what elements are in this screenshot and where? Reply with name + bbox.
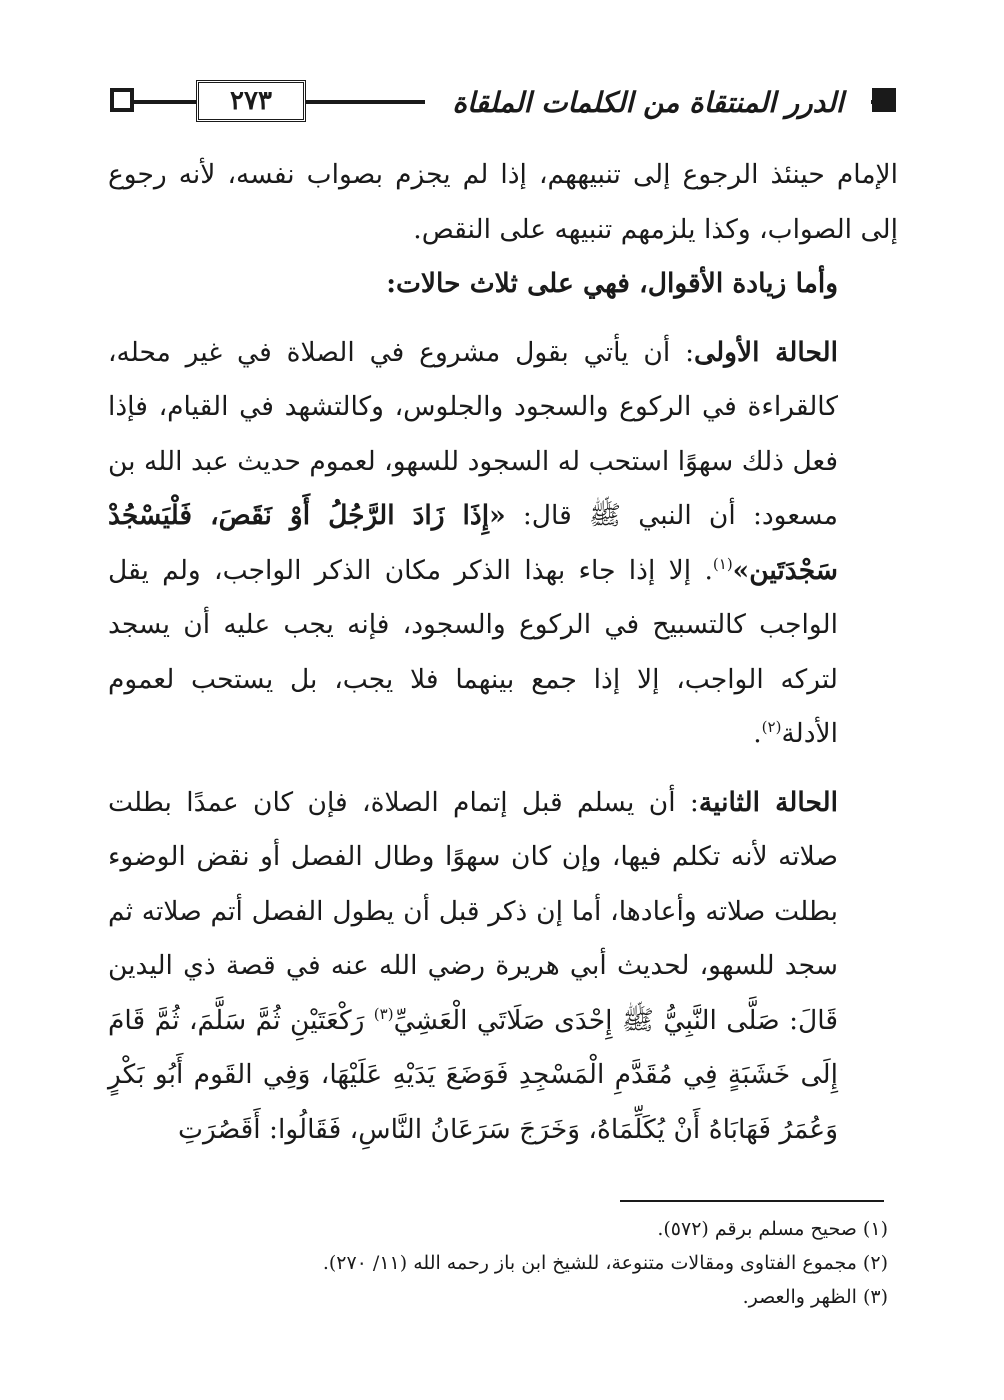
- footnote-marker-2[interactable]: (٢): [761, 718, 782, 737]
- header-ornament-square-outline: [110, 88, 134, 112]
- case-two-label: الحالة الثانية: [698, 786, 838, 818]
- header-rule-left: [134, 100, 196, 104]
- page-header: [110, 78, 896, 128]
- case-one-text-b: . إلا إذا جاء بهذا الذكر مكان الذكر الواجب، ولم يقل الواجب كالتسبيح في الركوع والسجود، فإنه يجب عليه أن يسجد لتركه الواجب، إلا إذا جمع بينهما فلا يجب، بل يستحب لعموم الأدلة: [108, 554, 838, 749]
- header-rule-middle: [306, 100, 425, 104]
- paragraph-case-one: [108, 326, 898, 762]
- hadith-quote-two-b: رَكْعَتَيْنِ ثُمَّ سَلَّمَ، ثُمَّ قَامَ إِلَى خَشَبَةٍ فِي مُقَدَّمِ الْمَسْجِدِ فَوَضَعَ يَدَيْهِ عَلَيْهَا، وَفِي القَوم أَبُو بَكْرٍ وَعُمَرُ فَهَابَاهُ أَنْ يُكَلِّمَاهُ، وَخَرَجَ سَرَعَانُ النَّاسِ، فَقَالُوا: أَقَصُرَتِ: [108, 1004, 838, 1145]
- hadith-quote-two-a: قَالَ: صَلَّى النَّبِيُّ ﷺ إِحْدَى صَلَاتَي الْعَشِيِّ: [393, 1004, 838, 1036]
- header-ornament-square-filled: [872, 88, 896, 112]
- case-two-text-a: : أن يسلم قبل إتمام الصلاة، فإن كان عمدًا بطلت صلاته لأنه تكلم فيها، وإن كان سهوًا وطال الفصل أو نقض الوضوء بطلت صلاته وأعادها، أما إن ذكر قبل أن يطول الفصل أتم صلاته ثم سجد للسهو، لحديث أبي هريرة رضي الله عنه في قصة ذي اليدين: [108, 786, 838, 981]
- paragraph-intro: الإمام حينئذ الرجوع إلى تنبيههم، إذا لم يجزم بصواب نفسه، لأنه رجوع إلى الصواب، وكذا يلزمهم تنبيهه على النقص.: [108, 159, 898, 245]
- section-heading: وأما زيادة الأقوال، فهي على ثلاث حالات:: [386, 268, 838, 299]
- case-one-text-a: : أن يأتي بقول مشروع في الصلاة في غير محله، كالقراءة في الركوع والسجود والجلوس، وكالتشهد في القيام، فإذا فعل ذلك سهوًا استحب له السجود للسهو، لعموم حديث عبد الله بن مسعود: أن النبي ﷺ قال:: [108, 336, 838, 531]
- footnote-separator: [620, 1200, 884, 1202]
- footnote-3: (٣) الظهر والعصر.: [742, 1286, 888, 1308]
- footnote-marker-3[interactable]: (٣): [373, 1004, 394, 1023]
- footnote-2: (٢) مجموع الفتاوى ومقالات متنوعة، للشيخ ابن باز رحمه الله (١١/ ٢٧٠).: [322, 1252, 888, 1274]
- paragraph-case-two: [108, 776, 898, 1158]
- hadith-quote-one: «إِذَا زَادَ الرَّجُلُ أَوْ نَقَصَ، فَلْيَسْجُدْ سَجْدَتَين»: [108, 500, 838, 586]
- book-title: الدرر المنتقاة من الكلمات الملقاة: [425, 82, 871, 122]
- footnote-1: (١) صحيح مسلم برقم (٥٧٢).: [657, 1218, 888, 1240]
- footnote-marker-1[interactable]: (١): [712, 554, 733, 573]
- case-one-end: .: [753, 718, 762, 749]
- footnotes: [108, 1212, 888, 1314]
- case-one-label: الحالة الأولى: [694, 336, 838, 368]
- page-number: ٢٧٣: [196, 80, 306, 122]
- body-text: [108, 148, 898, 1157]
